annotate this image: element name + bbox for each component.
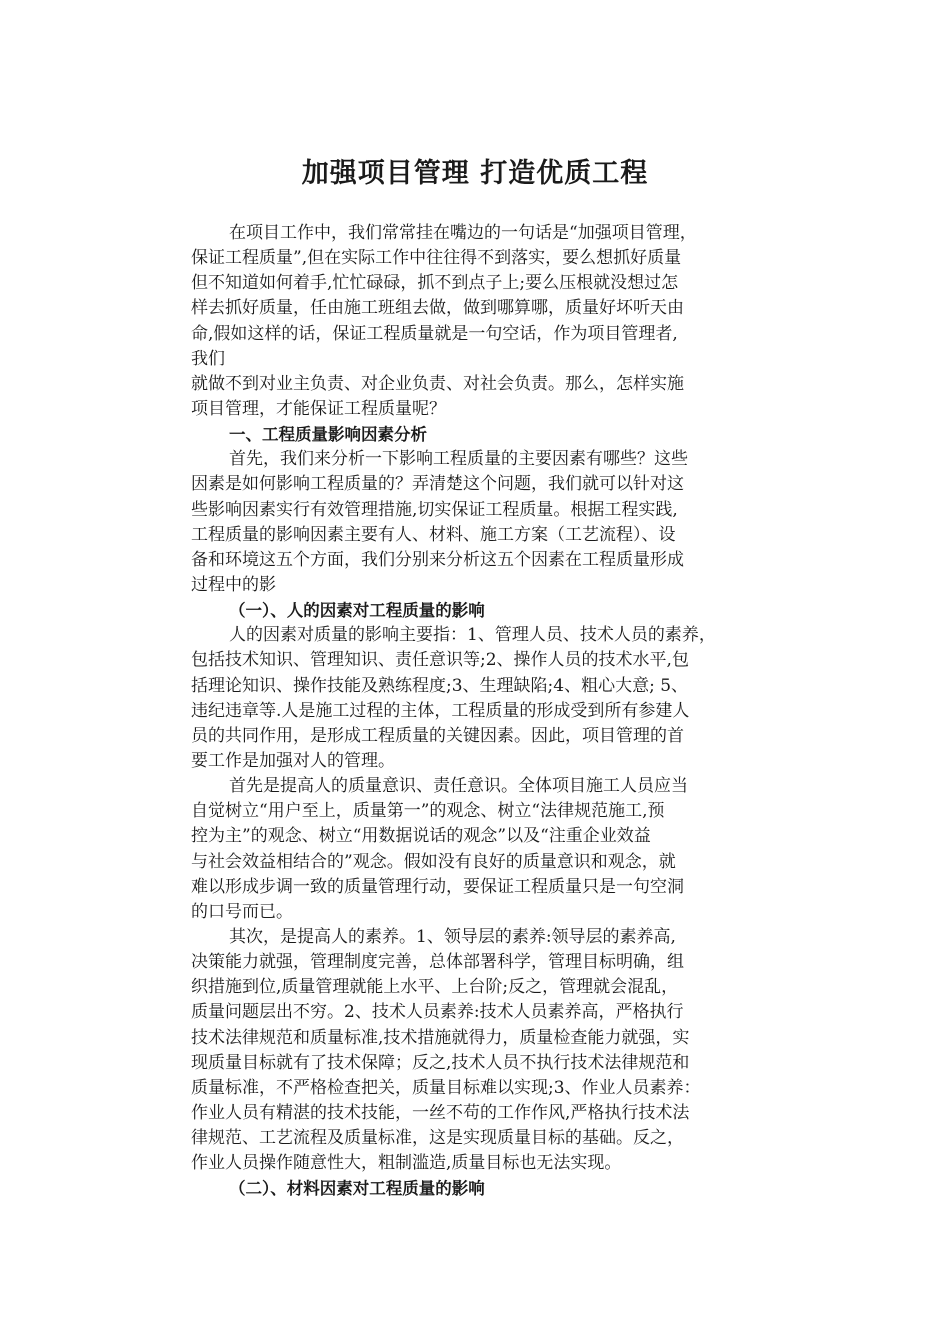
text-line: 括理论知识、操作技能及熟练程度;3、生理缺陷;4、粗心大意; 5、 [191, 675, 689, 696]
text-line: 自觉树立“用户至上，质量第一”的观念、树立“法律规范施工,预 [191, 801, 665, 822]
text-line: 违纪违章等.人是施工过程的主体，工程质量的形成受到所有参建人 [191, 700, 690, 721]
document-title: 加强项目管理 打造优质工程 [301, 158, 649, 189]
text-line: 就做不到对业主负责、对企业负责、对社会负责。那么，怎样实施 [191, 373, 684, 394]
text-line: 包括技术知识、管理知识、责任意识等;2、操作人员的技术水平,包 [191, 650, 689, 671]
text-line: 首先，我们来分析一下影响工程质量的主要因素有哪些？这些 [229, 449, 688, 470]
text-line: 织措施到位,质量管理就能上水平、上台阶;反之，管理就会混乱， [191, 977, 679, 998]
text-line: 工程质量的影响因素主要有人、材料、施工方案（工艺流程）、设 [191, 524, 676, 545]
text-line: 要工作是加强对人的管理。 [191, 750, 395, 771]
text-line: 过程中的影 [191, 574, 276, 595]
text-line: 保证工程质量”,但在实际工作中往往得不到落实，要么想抓好质量 [191, 248, 682, 269]
text-line: 质量标准，不严格检查把关，质量目标难以实现;3、作业人员素养： [191, 1077, 701, 1098]
text-line: 技术法律规范和质量标准,技术措施就得力，质量检查能力就强，实 [191, 1027, 690, 1048]
text-line: 作业人员操作随意性大，粗制滥造,质量目标也无法实现。 [191, 1153, 622, 1174]
text-line: 人的因素对质量的影响主要指：1、管理人员、技术人员的素养， [229, 625, 716, 646]
text-line: 律规范、工艺流程及质量标准，这是实现质量目标的基础。反之， [191, 1128, 684, 1149]
text-line: 质量问题层出不穷。2、技术人员素养:技术人员素养高，严格执行 [191, 1002, 684, 1023]
text-line: 我们 [191, 348, 225, 369]
text-line: 些影响因素实行有效管理措施,切实保证工程质量。根据工程实践, [191, 499, 678, 520]
text-line: 决策能力就强，管理制度完善，总体部署科学，管理目标明确，组 [191, 952, 684, 973]
text-line: 与社会效益相结合的”观念。假如没有良好的质量意识和观念，就 [191, 851, 676, 872]
section-heading: （一）、人的因素对工程质量的影响 [229, 601, 485, 621]
text-line: 员的共同作用，是形成工程质量的关键因素。因此，项目管理的首 [191, 725, 684, 746]
text-line: 现质量目标就有了技术保障；反之,技术人员不执行技术法律规范和 [191, 1052, 690, 1073]
text-line: 的口号而已。 [191, 901, 293, 922]
section-heading: （二）、材料因素对工程质量的影响 [229, 1179, 485, 1199]
text-line: 在项目工作中，我们常常挂在嘴边的一句话是“加强项目管理， [229, 223, 697, 243]
text-line: 样去抓好质量，任由施工班组去做，做到哪算哪，质量好坏听天由 [191, 298, 684, 319]
text-line: 控为主”的观念、树立“用数据说话的观念”以及“注重企业效益 [191, 826, 651, 847]
text-line: 难以形成步调一致的质量管理行动，要保证工程质量只是一句空洞 [191, 876, 684, 897]
text-line: 备和环境这五个方面，我们分别来分析这五个因素在工程质量形成 [191, 549, 684, 570]
document-body [191, 221, 771, 1201]
text-line: 项目管理，才能保证工程质量呢？ [191, 398, 446, 419]
text-line: 其次，是提高人的素养。1、领导层的素养:领导层的素养高, [229, 926, 676, 947]
text-line: 首先是提高人的质量意识、责任意识。全体项目施工人员应当 [229, 776, 688, 797]
text-line: 因素是如何影响工程质量的？弄清楚这个问题，我们就可以针对这 [191, 474, 684, 495]
text-line: 作业人员有精湛的技术技能，一丝不苟的工作作风,严格执行技术法 [191, 1102, 690, 1123]
text-line: 命,假如这样的话，保证工程质量就是一句空话，作为项目管理者, [191, 323, 678, 344]
text-line: 但不知道如何着手,忙忙碌碌，抓不到点子上;要么压根就没想过怎 [191, 273, 679, 294]
section-heading: 一、工程质量影响因素分析 [229, 425, 427, 445]
